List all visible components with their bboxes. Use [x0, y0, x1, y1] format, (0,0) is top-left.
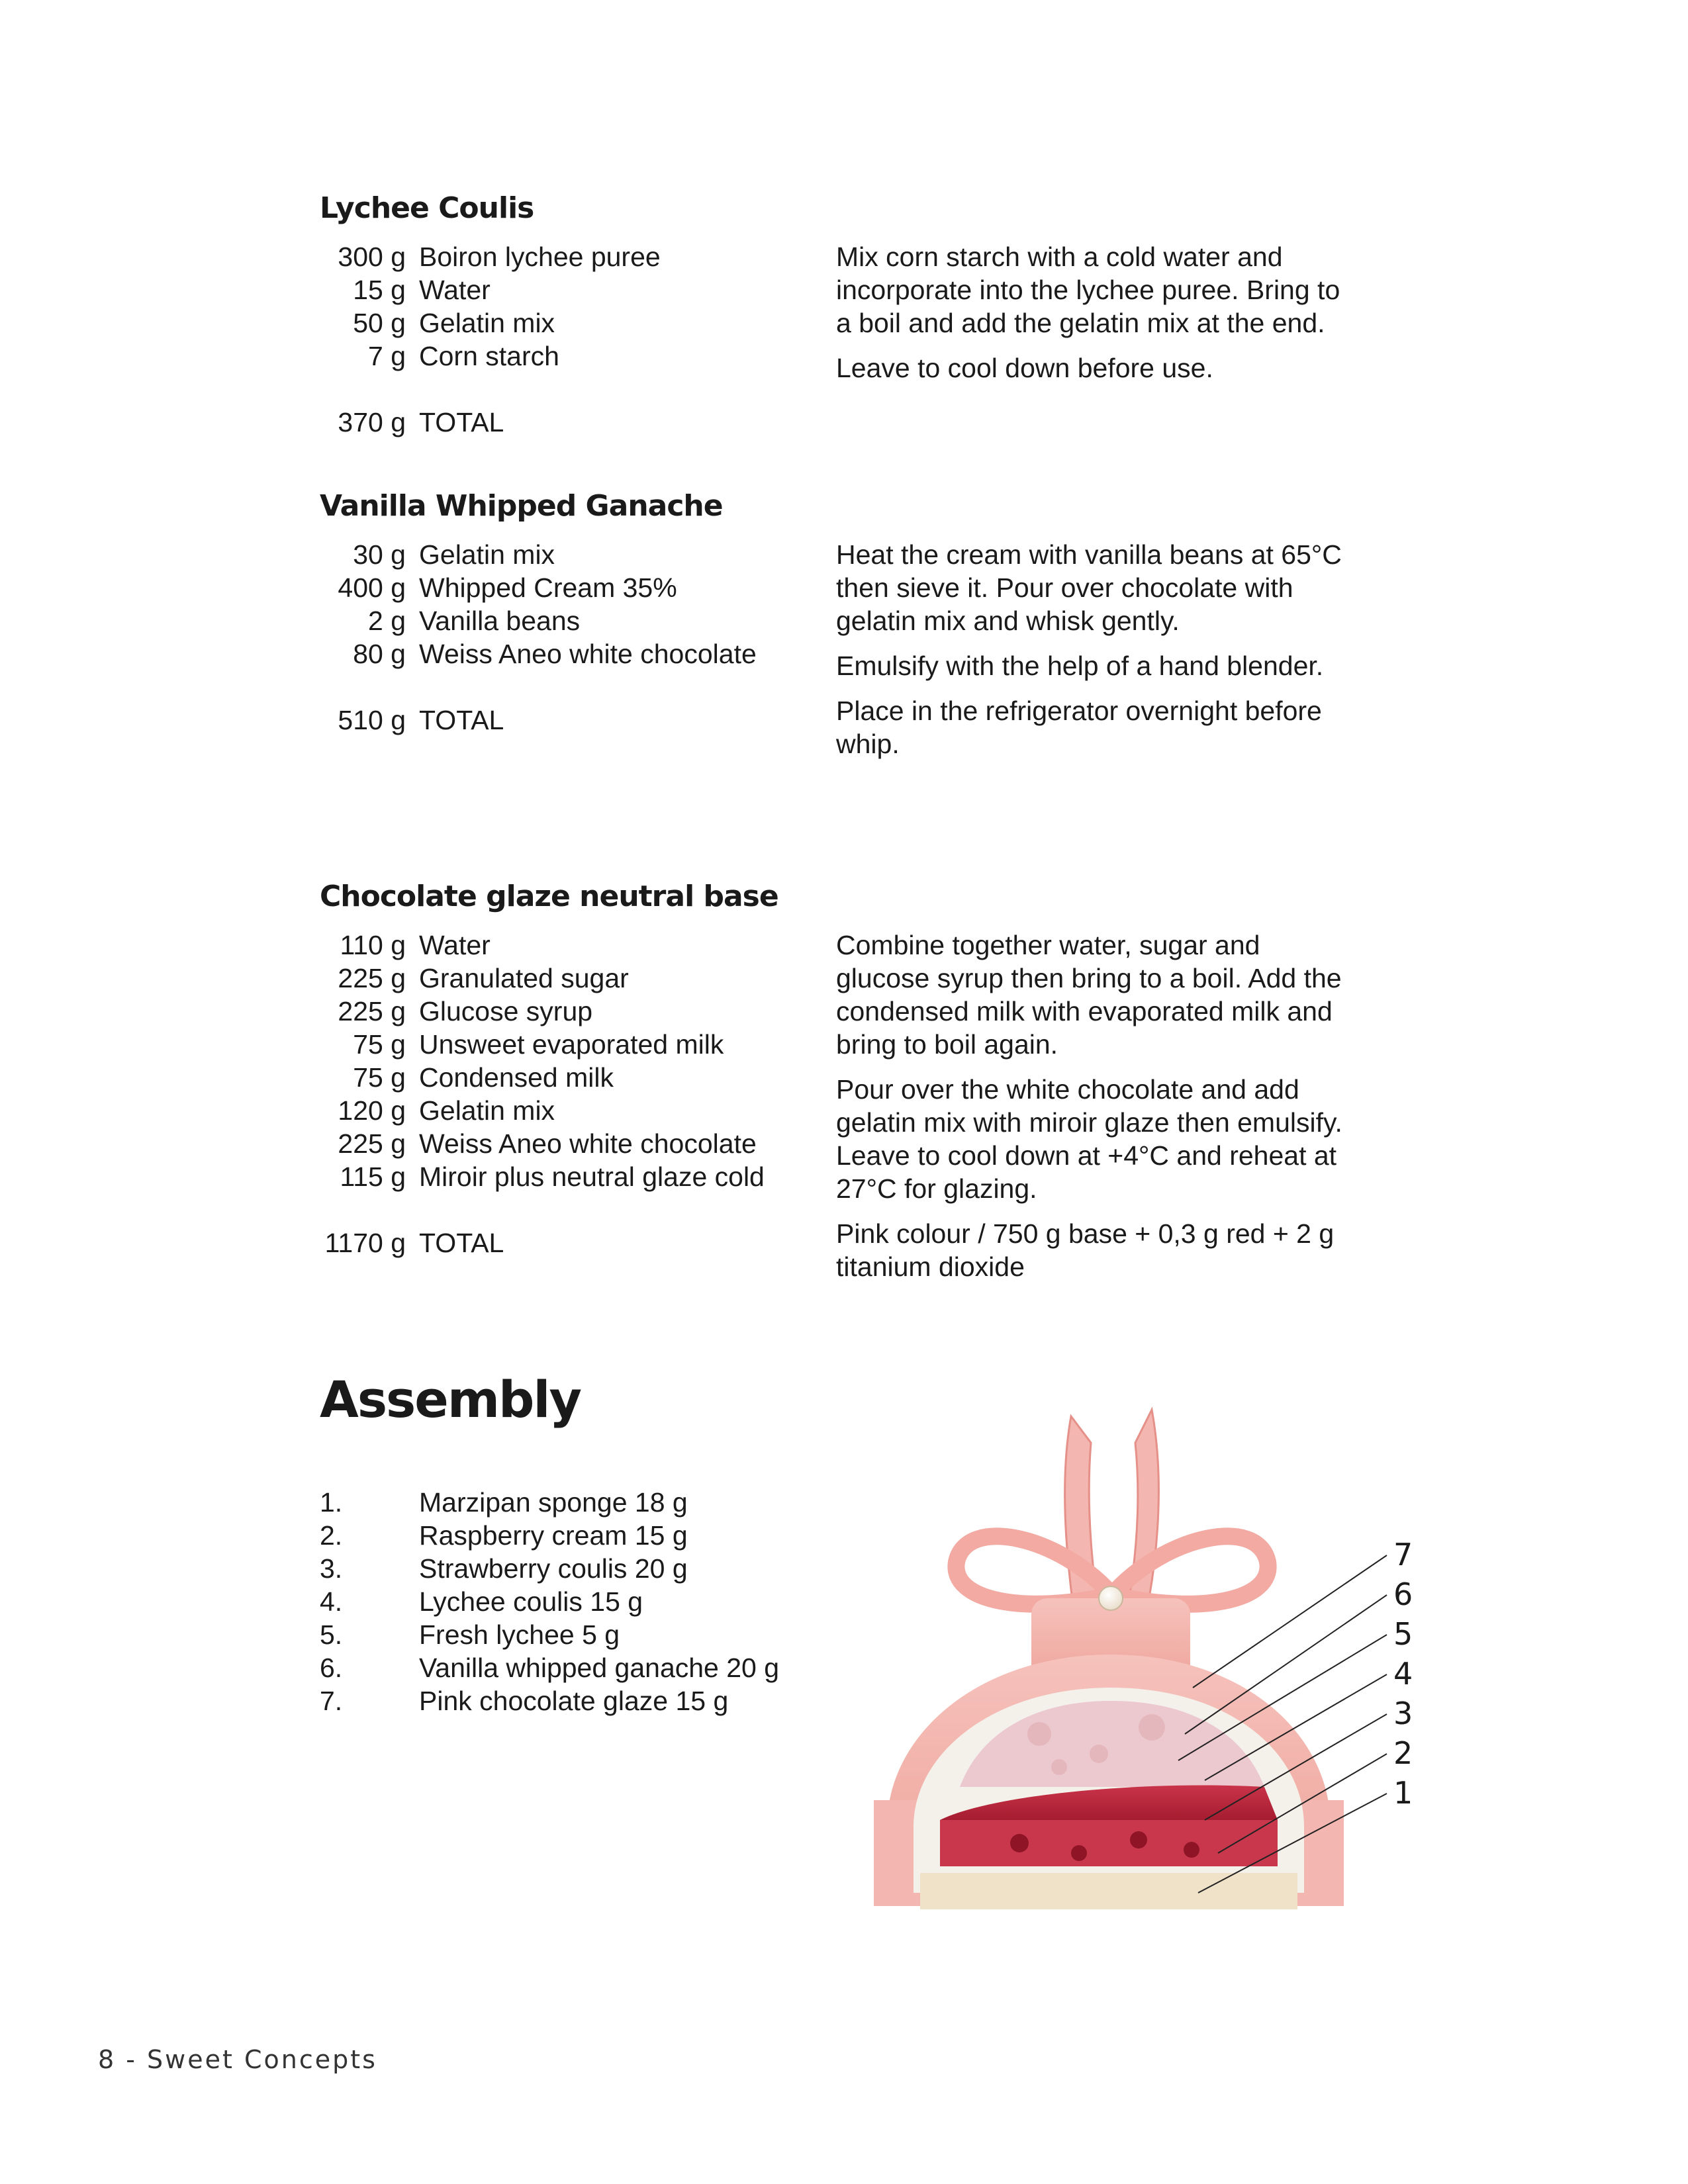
ingredient-name: Granulated sugar: [419, 963, 629, 993]
page-footer: 8 - Sweet Concepts: [98, 2045, 377, 2074]
step-number: 3.: [320, 1553, 343, 1584]
ingredient-row: [320, 995, 836, 1028]
step-text: Pink chocolate glaze 15 g: [419, 1686, 729, 1716]
method-paragraph: Combine together water, sugar and glucose syrup then bring to a boil. Add the condensed milk with evaporated milk and bring to boil again.: [836, 930, 1342, 1060]
ingredient-row: [320, 571, 836, 604]
method-paragraph: Mix corn starch with a cold water and incorporate into the lychee puree. Bring to a boil and add the gelatin mix at the end.: [836, 242, 1340, 338]
ingredient-name: Whipped Cream 35%: [419, 572, 677, 603]
section-lychee-coulis: [320, 189, 1352, 453]
step-number: 6.: [320, 1653, 343, 1683]
raspberry-piece: [1071, 1845, 1087, 1861]
method-paragraph: Pink colour / 750 g base + 0,3 g red + 2 g titanium dioxide: [836, 1218, 1335, 1282]
ingredient-name: Gelatin mix: [419, 1095, 555, 1126]
marzipan-sponge-layer: [920, 1873, 1297, 1909]
total-row: [320, 1226, 836, 1259]
ingredient-qty: 15 g: [353, 275, 406, 305]
assembly-step: [320, 1552, 779, 1585]
total-qty: 510 g: [338, 705, 406, 735]
ingredient-qty: 2 g: [368, 606, 406, 636]
total-qty: 370 g: [338, 407, 406, 437]
assembly-step: [320, 1519, 779, 1552]
assembly-step: [320, 1486, 779, 1519]
step-number: 7.: [320, 1686, 343, 1716]
step-number: 1.: [320, 1487, 343, 1518]
section-title: Lychee Coulis: [320, 191, 534, 225]
assembly-step: [320, 1684, 779, 1717]
ingredient-qty: 225 g: [338, 996, 406, 1026]
ingredient-row: [320, 273, 836, 306]
ingredient-qty: 400 g: [338, 572, 406, 603]
section-chocolate-glaze: [320, 877, 1352, 1340]
raspberry-piece: [1130, 1831, 1147, 1848]
ingredient-name: Water: [419, 275, 491, 305]
section-title: Vanilla Whipped Ganache: [320, 489, 723, 523]
ingredient-row: [320, 240, 836, 273]
section-title: Chocolate glaze neutral base: [320, 880, 778, 913]
assembly-step: [320, 1651, 779, 1684]
ingredient-row: [320, 604, 836, 637]
step-text: Marzipan sponge 18 g: [419, 1487, 688, 1518]
ingredient-list: [320, 929, 836, 1259]
ingredient-row: [320, 1094, 836, 1127]
ingredient-name: Corn starch: [419, 341, 559, 371]
method-text: [836, 929, 1352, 1295]
layer-number: 5: [1393, 1616, 1413, 1652]
assembly-step: [320, 1618, 779, 1651]
method-paragraph: Leave to cool down before use.: [836, 353, 1213, 383]
ingredient-qty: 115 g: [340, 1161, 406, 1192]
ingredient-name: Weiss Aneo white chocolate: [419, 1128, 757, 1159]
layer-number: 1: [1393, 1775, 1413, 1811]
ingredient-name: Boiron lychee puree: [419, 242, 661, 272]
method-paragraph: Heat the cream with vanilla beans at 65°C then sieve it. Pour over chocolate with gelatin mix and whisk gently.: [836, 539, 1342, 636]
ingredient-list: [320, 538, 836, 737]
ingredient-name: Gelatin mix: [419, 539, 555, 570]
total-row: [320, 704, 836, 737]
raspberry-piece: [1184, 1842, 1199, 1858]
total-qty: 1170 g: [324, 1228, 406, 1258]
ingredient-qty: 225 g: [338, 963, 406, 993]
total-row: [320, 406, 836, 439]
method-text: [836, 538, 1352, 772]
method-paragraph: Place in the refrigerator overnight before whip.: [836, 696, 1322, 759]
ingredient-row: [320, 538, 836, 571]
ingredient-name: Gelatin mix: [419, 308, 555, 338]
total-label: TOTAL: [419, 1228, 504, 1258]
step-number: 5.: [320, 1619, 343, 1650]
ingredient-list: [320, 240, 836, 439]
ingredient-name: Vanilla beans: [419, 606, 581, 636]
fresh-lychee-piece: [1139, 1714, 1165, 1741]
ingredient-name: Water: [419, 930, 491, 960]
ingredient-row: [320, 962, 836, 995]
ingredient-qty: 120 g: [338, 1095, 406, 1126]
ingredient-qty: 50 g: [353, 308, 406, 338]
step-text: Strawberry coulis 20 g: [419, 1553, 688, 1584]
ingredient-name: Weiss Aneo white chocolate: [419, 639, 757, 669]
ingredient-name: Glucose syrup: [419, 996, 593, 1026]
leader-line: [1185, 1595, 1387, 1734]
layer-number: 2: [1393, 1735, 1413, 1771]
section-vanilla-whipped-ganache: [320, 486, 1352, 844]
ingredient-row: [320, 637, 836, 670]
step-text: Vanilla whipped ganache 20 g: [419, 1653, 780, 1683]
ingredient-qty: 7 g: [368, 341, 406, 371]
cake-cross-section-diagram: [861, 1363, 1456, 1933]
ingredient-row: [320, 929, 836, 962]
step-number: 4.: [320, 1586, 343, 1617]
assembly-title: Assembly: [320, 1370, 581, 1429]
method-text: [836, 240, 1352, 396]
fresh-lychee-piece: [1090, 1745, 1108, 1763]
ingredient-qty: 225 g: [338, 1128, 406, 1159]
ingredient-row: [320, 340, 836, 373]
ingredient-qty: 30 g: [353, 539, 406, 570]
layer-number: 6: [1393, 1576, 1413, 1612]
layer-number: 4: [1393, 1656, 1413, 1692]
ingredient-row: [320, 1127, 836, 1160]
fresh-lychee-piece: [1051, 1759, 1067, 1775]
fresh-lychee-piece: [1027, 1722, 1051, 1746]
ingredient-qty: 300 g: [338, 242, 406, 272]
layer-number: 7: [1393, 1537, 1413, 1572]
ingredient-name: Unsweet evaporated milk: [419, 1029, 724, 1060]
ingredient-name: Condensed milk: [419, 1062, 614, 1093]
ingredient-qty: 75 g: [353, 1062, 406, 1093]
method-paragraph: Pour over the white chocolate and add gelatin mix with miroir glaze then emulsify. Leave to cool down at +4°C and reheat at 27°C for glazing.: [836, 1074, 1342, 1204]
ingredient-qty: 110 g: [340, 930, 406, 960]
ingredient-row: [320, 306, 836, 340]
ingredient-qty: 75 g: [353, 1029, 406, 1060]
leader-line: [1193, 1555, 1387, 1688]
assembly-step: [320, 1585, 779, 1618]
raspberry-cream-layer: [940, 1820, 1278, 1866]
pearl-decoration: [1099, 1586, 1123, 1610]
total-label: TOTAL: [419, 407, 504, 437]
step-text: Raspberry cream 15 g: [419, 1520, 688, 1551]
ingredient-name: Miroir plus neutral glaze cold: [419, 1161, 765, 1192]
ingredient-row: [320, 1061, 836, 1094]
step-text: Lychee coulis 15 g: [419, 1586, 643, 1617]
raspberry-piece: [1010, 1834, 1029, 1852]
method-paragraph: Emulsify with the help of a hand blender.: [836, 651, 1324, 681]
ingredient-qty: 80 g: [353, 639, 406, 669]
step-number: 2.: [320, 1520, 343, 1551]
ingredient-row: [320, 1028, 836, 1061]
total-label: TOTAL: [419, 705, 504, 735]
ingredient-row: [320, 1160, 836, 1193]
layer-number: 3: [1393, 1696, 1413, 1731]
assembly-steps: [320, 1486, 779, 1717]
step-text: Fresh lychee 5 g: [419, 1619, 620, 1650]
